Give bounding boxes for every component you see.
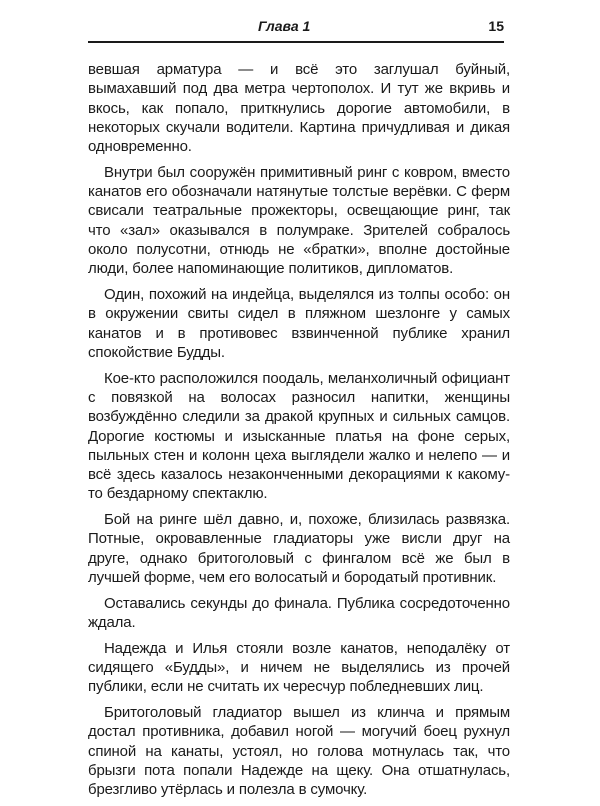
paragraph-8: Бритоголовый гладиатор вышел из клинча и прямым достал противника, добавил ногой — могучий боец рухнул спиной на канаты, устоял, но голова мотнулась так, что брызги пота попали Надежде на щеку. Она отшатнулась, брезгливо утёрлась и полезла в сумочку.: [88, 703, 510, 799]
paragraph-6: Оставались секунды до финала. Публика сосредоточенно ждала.: [88, 594, 510, 631]
page-number: 15: [488, 18, 504, 34]
header-rule: [88, 41, 504, 43]
running-header: [88, 14, 504, 40]
chapter-title: Глава 1: [258, 18, 311, 34]
body-text: [88, 60, 510, 806]
paragraph-7: Надежда и Илья стояли возле канатов, неподалёку от сидящего «Будды», и ничем не выделялись из прочей публики, если не считать их чересчур побледневших лиц.: [88, 639, 510, 696]
paragraph-3: Один, похожий на индейца, выделялся из толпы особо: он в окружении свиты сидел в пляжном шезлонге у самых канатов и в противовес взвинченной публике хранил спокойствие Будды.: [88, 286, 510, 361]
paragraph-2: Внутри был сооружён примитивный ринг с ковром, вместо канатов его обозначали натянутые толстые верёвки. С ферм свисали театральные прожекторы, освещающие ринг, так что «зал» оказывался в полумраке. Зрителей собралось около полусотни, отнюдь не «братки», вполне достойные люди, более напоминающие политиков, дипломатов.: [88, 163, 510, 278]
paragraph-1: вевшая арматура — и всё это заглушал буйный, вымахавший под два метра чертополох. И тут же вкривь и вкось, как попало, приткнулись дорогие автомобили, в некоторых скучали водители. Картина причудливая и дикая одновременно.: [88, 61, 510, 156]
paragraph-5: Бой на ринге шёл давно, и, похоже, близилась развязка. Потные, окровавленные гладиаторы уже висли друг на друге, однако бритоголовый с фингалом всё же был в лучшей форме, чем его волосатый и бородатый противник.: [88, 511, 510, 586]
paragraph-4: Кое-кто расположился поодаль, меланхоличный официант с повязкой на волосах разносил напитки, женщины возбуждённо следили за дракой крупных и сильных самцов. Дорогие костюмы и изысканные платья на фоне серых, пыльных стен и колонн цеха выглядели жалко и нелепо — и всё здесь казалось незаконченными декорациями к какому-то бездарному спектаклю.: [88, 369, 510, 503]
